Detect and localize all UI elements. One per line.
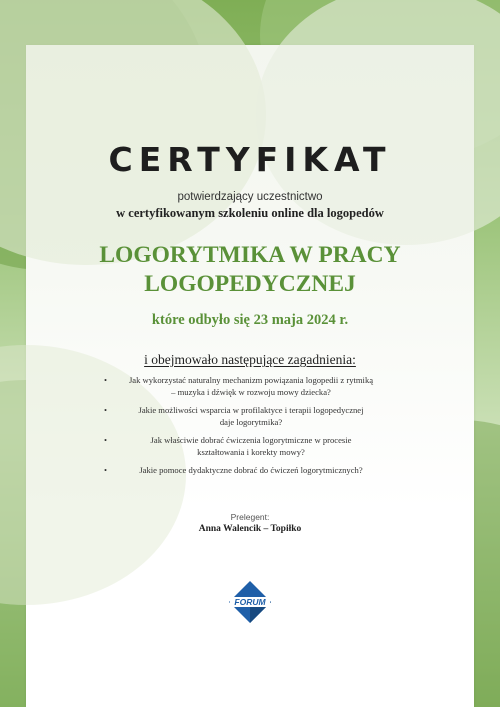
topics-heading: i obejmowało następujące zagadnienia: bbox=[144, 352, 356, 367]
course-title bbox=[26, 241, 474, 299]
topic-item bbox=[96, 375, 406, 398]
topic-line: daje logorytmika? bbox=[219, 416, 283, 427]
training-line: w certyfikowanym szkoleniu online dla logopedów bbox=[116, 206, 384, 220]
logo-text: FORUM bbox=[234, 597, 266, 608]
panel-shade bbox=[0, 0, 266, 265]
topic-line: Jak właściwie dobrać ćwiczenia logorytmiczne w procesie bbox=[150, 435, 352, 445]
topic-line: – muzyka i dźwięk w rozwoju mowy dziecka? bbox=[171, 386, 331, 397]
bullet-icon: • bbox=[104, 375, 108, 385]
topics-list bbox=[96, 375, 406, 484]
course-date: które odbyło się 23 maja 2024 r. bbox=[151, 312, 349, 328]
confirmation-line: potwierdzający uczestnictwo bbox=[177, 191, 323, 203]
topic-line: Jak wykorzystać naturalny mechanizm powiązania logopedii z rytmiką bbox=[128, 375, 374, 385]
topic-item bbox=[96, 435, 406, 458]
topic-item bbox=[96, 405, 406, 428]
bullet-icon: • bbox=[104, 405, 108, 415]
forum-logo bbox=[228, 580, 272, 624]
certificate-title: CERTYFIKAT bbox=[108, 140, 392, 179]
topic-line: kształtowania i korekty mowy? bbox=[197, 446, 305, 457]
course-title-line: LOGORYTMIKA W PRACY bbox=[99, 242, 401, 268]
topic-item bbox=[96, 465, 406, 477]
lecturer-label: Prelegent: bbox=[230, 512, 270, 522]
bullet-icon: • bbox=[104, 435, 108, 445]
lecturer-name: Anna Walencik – Topiłko bbox=[198, 524, 302, 534]
course-title-line: LOGOPEDYCZNEJ bbox=[144, 271, 356, 297]
topic-line: Jakie pomoce dydaktyczne dobrać do ćwiczeń logorytmicznych? bbox=[139, 465, 363, 475]
topic-line: Jakie możliwości wsparcia w profilaktyce i terapii logopedycznej bbox=[138, 405, 364, 415]
bullet-icon: • bbox=[104, 465, 108, 475]
